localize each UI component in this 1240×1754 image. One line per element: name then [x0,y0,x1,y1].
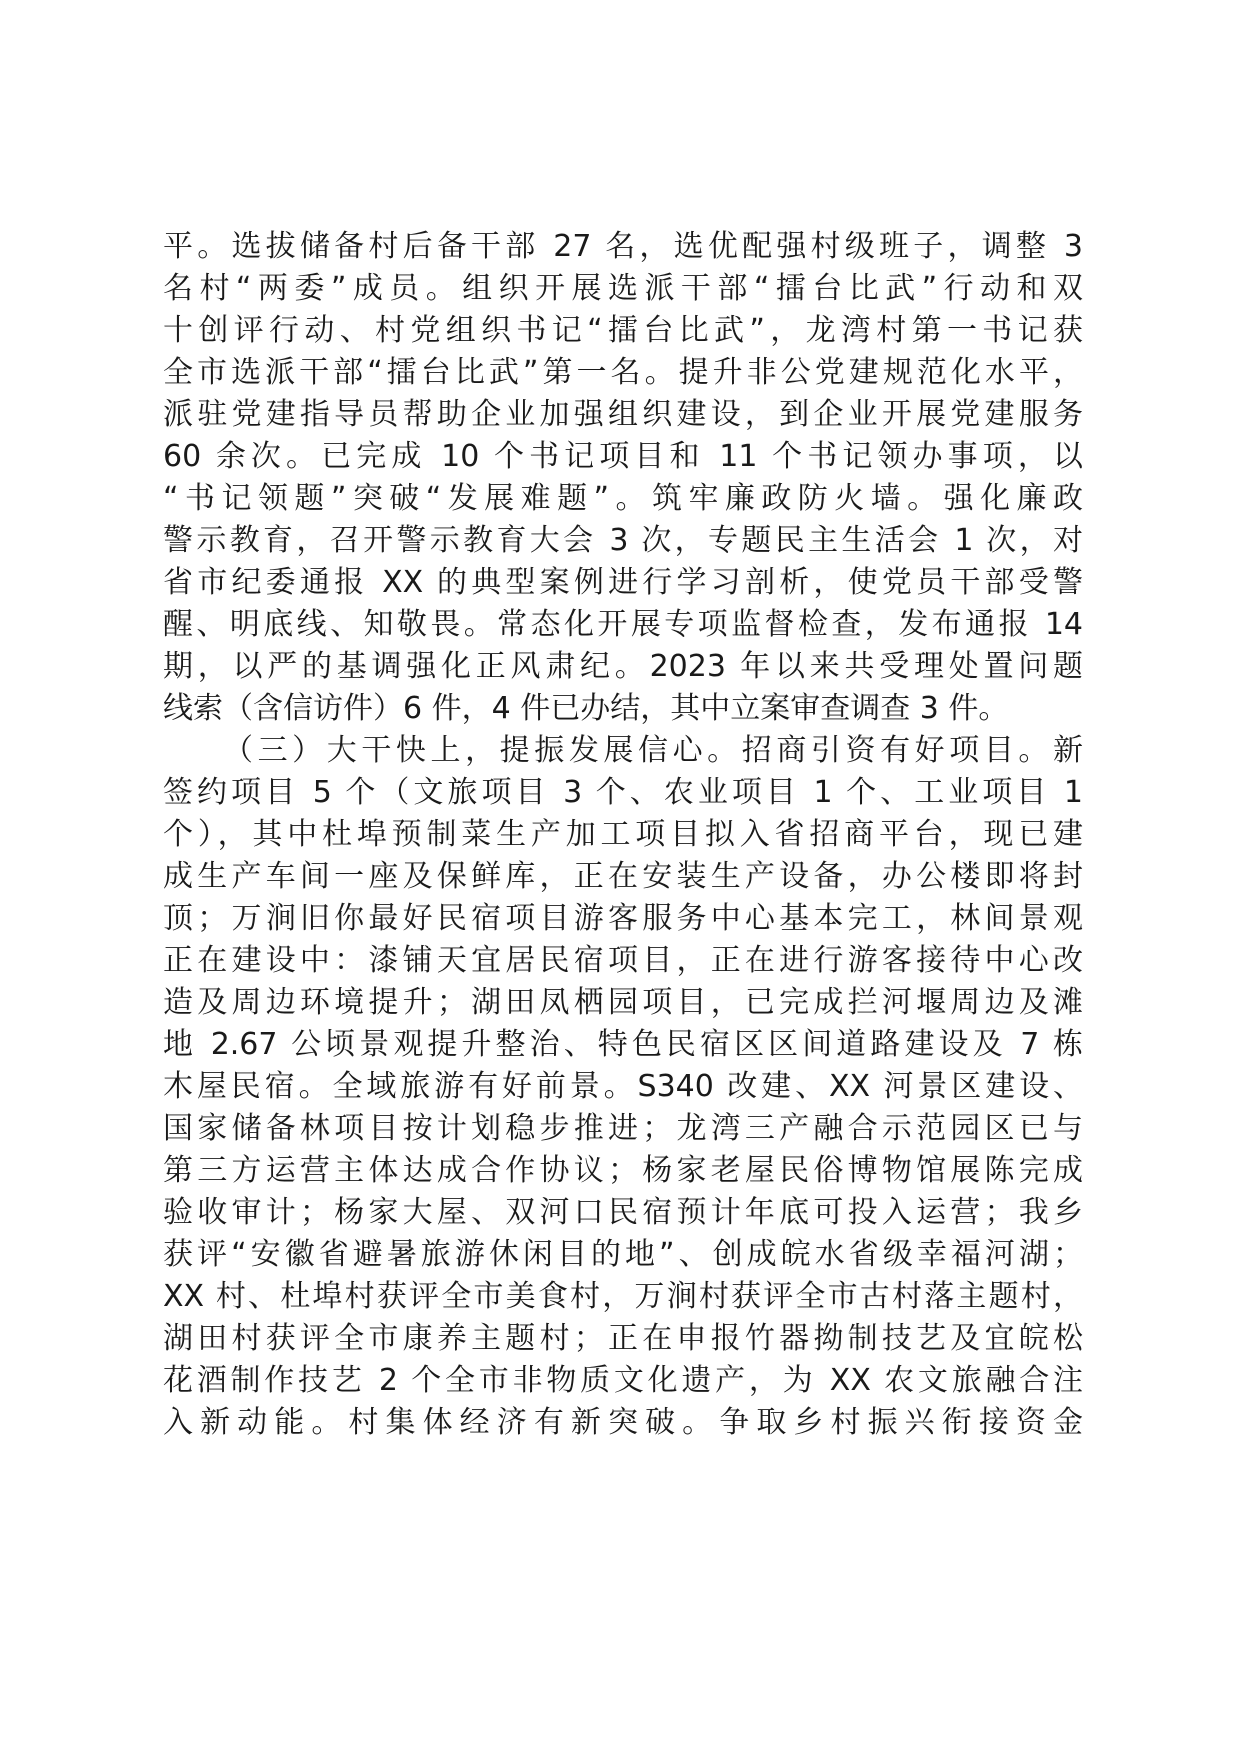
text-line: 警示教育，召开警示教育大会 3 次，专题民主生活会 1 次，对 [163,523,1083,558]
text-line: 顶；万涧旧你最好民宿项目游客服务中心基本完工，林间景观 [163,901,1083,936]
text-line: 木屋民宿。全域旅游有好前景。S340 改建、XX 河景区建设、 [163,1069,1083,1104]
section-heading-line: （三）大干快上，提振发展信心。招商引资有好项目。新 [223,733,1083,768]
text-line: 线索（含信访件）6 件，4 件已办结，其中立案审查调查 3 件。 [163,691,1009,726]
text-line: 派驻党建指导员帮助企业加强组织建设，到企业开展党建服务 [163,397,1083,432]
text-line: 国家储备林项目按计划稳步推进；龙湾三产融合示范园区已与 [163,1111,1083,1146]
text-line: XX 村、杜埠村获评全市美食村，万涧村获评全市古村落主题村， [163,1279,1083,1314]
text-line: 省市纪委通报 XX 的典型案例进行学习剖析，使党员干部受警 [163,565,1083,600]
text-line: 成生产车间一座及保鲜库，正在安装生产设备，办公楼即将封 [163,859,1083,894]
text-line: 造及周边环境提升；湖田凤栖园项目，已完成拦河堰周边及滩 [163,985,1083,1020]
text-line: 个），其中杜埠预制菜生产加工项目拟入省招商平台，现已建 [163,817,1083,852]
text-line: 期，以严的基调强化正风肃纪。2023 年以来共受理处置问题 [163,649,1083,684]
text-line: 正在建设中：漆铺天宜居民宿项目，正在进行游客接待中心改 [163,943,1083,978]
text-line: 全市选派干部“擂台比武”第一名。提升非公党建规范化水平， [163,355,1083,390]
text-line: 地 2.67 公顷景观提升整治、特色民宿区区间道路建设及 7 栋 [163,1027,1083,1062]
text-line: 湖田村获评全市康养主题村；正在申报竹器拗制技艺及宜皖松 [163,1321,1083,1356]
text-line: 60 余次。已完成 10 个书记项目和 11 个书记领办事项，以 [163,439,1083,474]
text-line: 名村“两委”成员。组织开展选派干部“擂台比武”行动和双 [163,271,1083,306]
text-line: 获评“安徽省避暑旅游休闲目的地”、创成皖水省级幸福河湖； [163,1237,1083,1272]
text-line: 花酒制作技艺 2 个全市非物质文化遗产，为 XX 农文旅融合注 [163,1363,1083,1398]
text-line: 签约项目 5 个（文旅项目 3 个、农业项目 1 个、工业项目 1 [163,775,1083,810]
text-line: “书记领题”突破“发展难题”。筑牢廉政防火墙。强化廉政 [163,481,1083,516]
text-line: 十创评行动、村党组织书记“擂台比武”，龙湾村第一书记获 [163,313,1083,348]
text-line: 平。选拔储备村后备干部 27 名，选优配强村级班子，调整 3 [163,229,1083,264]
text-line: 醒、明底线、知敬畏。常态化开展专项监督检查，发布通报 14 [163,607,1083,642]
text-line: 第三方运营主体达成合作协议；杨家老屋民俗博物馆展陈完成 [163,1153,1083,1188]
body-text [163,226,1083,1444]
text-line: 入新动能。村集体经济有新突破。争取乡村振兴衔接资金 [163,1405,1083,1440]
text-line: 验收审计；杨家大屋、双河口民宿预计年底可投入运营；我乡 [163,1195,1083,1230]
